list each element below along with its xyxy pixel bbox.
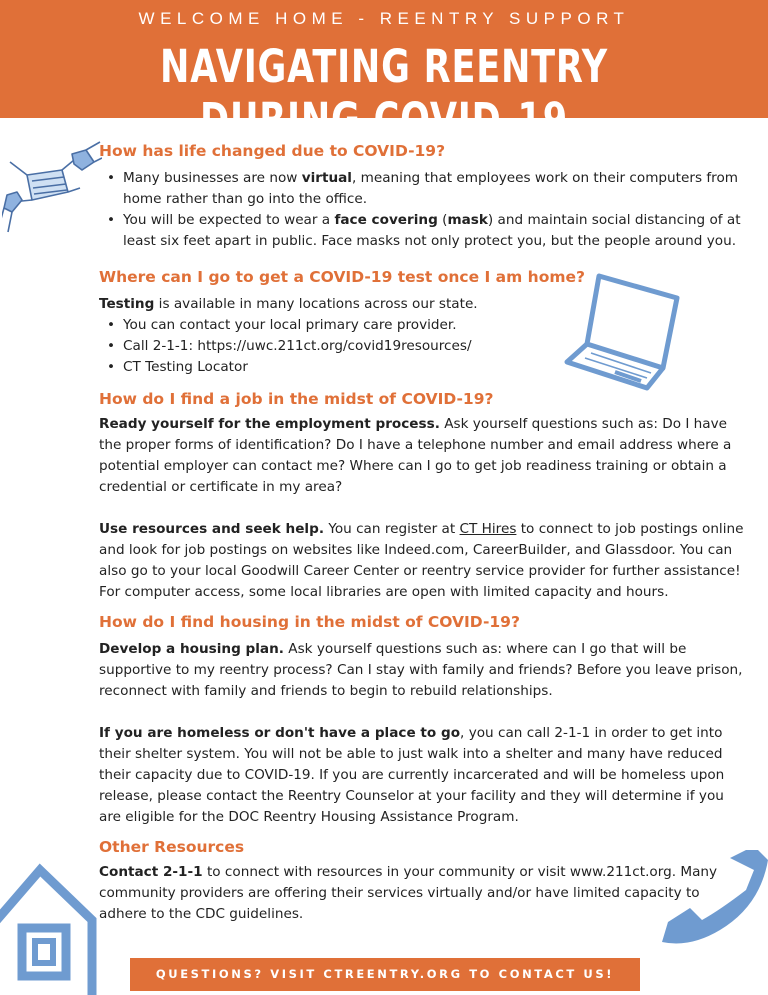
footer-banner[interactable]: QUESTIONS? VISIT CTREENTRY.ORG TO CONTACT US!: [130, 958, 640, 991]
section-heading-other: Other Resources: [99, 838, 245, 856]
section-heading-testing: Where can I go to get a COVID-19 test once I am home?: [99, 268, 585, 286]
list-item[interactable]: • Call 2-1-1: https://uwc.211ct.org/covid19resources/: [99, 336, 744, 357]
house-icon: [0, 858, 105, 995]
life-bullets: [99, 168, 744, 252]
section-heading-job: How do I find a job in the midst of COVID-19?: [99, 390, 494, 408]
list-item: • You will be expected to wear a face covering (mask) and maintain social distancing of at least six feet apart in public. Face masks not only protect you, but the people around you.: [99, 210, 744, 252]
list-item[interactable]: • CT Testing Locator: [99, 357, 744, 378]
housing-paragraph-1: Develop a housing plan. Ask yourself questions such as: where can I go that will be supportive to my reentry process? Can I stay with family and friends? Before you leave prison, reconnect with family and friends to begin to rebuild relationships.: [99, 641, 743, 699]
section-heading-life: How has life changed due to COVID-19?: [99, 142, 446, 160]
housing-paragraph-2: If you are homeless or don't have a place to go, you can call 2-1-1 in order to get into their shelter system. You will not be able to just walk into a shelter and many have reduced their capacity due to COVID-19. If you are currently incarcerated and will be homeless upon release, please contact the Reentry Counselor at your facility and they will determine if you are eligible for the DOC Reentry Housing Assistance Program.: [99, 725, 725, 825]
ct-hires-link[interactable]: CT Hires: [459, 521, 517, 537]
list-item: • You can contact your local primary care provider.: [99, 315, 744, 336]
other-paragraph: Contact 2-1-1 to connect with resources in your community or visit www.211ct.org. Many community providers are offering their services virtually and/or have limited capacity to adhere to the CDC guidelines.: [99, 864, 718, 922]
job-paragraph-2: Use resources and seek help. You can register at CT Hires to connect to job postings online and look for job postings on websites like Indeed.com, CareerBuilder, and Glassdoor. You can also go to your local Goodwill Career Center or reentry service provider for further assistance! For computer access, some local libraries are open with limited capacity and hours.: [99, 521, 744, 600]
job-paragraph-1: Ready yourself for the employment process. Ask yourself questions such as: Do I have the proper forms of identification? Do I have a telephone number and email address where a potential employer can contact me? Where can I go to get job readiness training or obtain a credential or certificate in my area?: [99, 416, 732, 495]
testing-intro: Testing is available in many locations across our state.: [99, 296, 478, 312]
section-heading-housing: How do I find housing in the midst of COVID-19?: [99, 613, 520, 631]
page-title: NAVIGATING REENTRY DURING COVID-19: [160, 40, 608, 146]
face-mask-hands-icon: [2, 140, 102, 235]
list-item: • Many businesses are now virtual, meaning that employees work on their computers from home rather than go into the office.: [99, 168, 744, 210]
header-subtitle: WELCOME HOME - REENTRY SUPPORT: [138, 9, 630, 28]
main-content: [99, 120, 744, 925]
header-banner: [0, 0, 768, 146]
testing-bullets: [99, 315, 744, 378]
